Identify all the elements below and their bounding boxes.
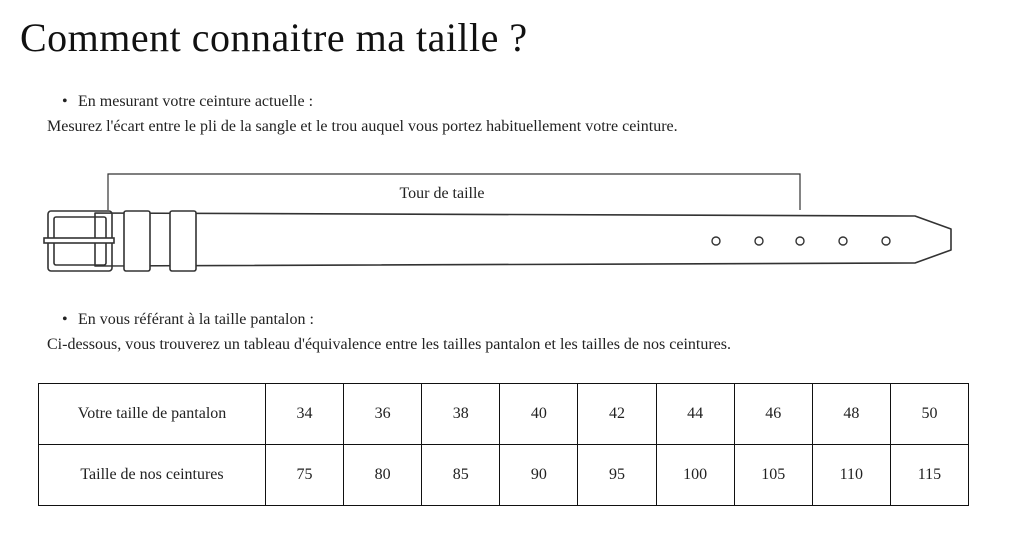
pants-size-instructions: Ci-dessous, vous trouverez un tableau d'équivalence entre les tailles pantalon et les tailles de nos ceintures. — [47, 336, 731, 353]
table-cell: 38 — [422, 384, 500, 445]
table-cell: 36 — [344, 384, 422, 445]
bullet-measure-belt: • En mesurant votre ceinture actuelle : — [62, 93, 313, 111]
belt-diagram — [0, 160, 1024, 280]
table-cell: 110 — [812, 445, 890, 506]
table-cell: 105 — [734, 445, 812, 506]
row-header-belt-size: Taille de nos ceintures — [39, 445, 266, 506]
belt-keeper-2 — [170, 211, 196, 271]
table-row-pants-size — [39, 384, 969, 445]
table-cell: 50 — [890, 384, 968, 445]
table-cell: 100 — [656, 445, 734, 506]
row-header-pants-size: Votre taille de pantalon — [39, 384, 266, 445]
measure-belt-instructions: Mesurez l'écart entre le pli de la sangle et le trou auquel vous portez habituellement votre ceinture. — [47, 118, 678, 135]
table-row-belt-size — [39, 445, 969, 506]
table-cell: 40 — [500, 384, 578, 445]
table-cell: 115 — [890, 445, 968, 506]
table-cell: 42 — [578, 384, 656, 445]
table-cell: 90 — [500, 445, 578, 506]
bullet-pants-size: • En vous référant à la taille pantalon : — [62, 311, 314, 329]
belt-illustration — [0, 160, 1024, 280]
table-cell: 80 — [344, 445, 422, 506]
table-cell: 48 — [812, 384, 890, 445]
belt-keeper-1 — [124, 211, 150, 271]
belt-strap — [95, 213, 951, 266]
page-title: Comment connaitre ma taille ? — [20, 15, 528, 60]
waist-measure-label: Tour de taille — [399, 185, 485, 202]
size-equivalence-table — [38, 383, 969, 506]
table-cell: 85 — [422, 445, 500, 506]
table-cell: 34 — [266, 384, 344, 445]
table-cell: 95 — [578, 445, 656, 506]
table-cell: 46 — [734, 384, 812, 445]
table-cell: 44 — [656, 384, 734, 445]
table-cell: 75 — [266, 445, 344, 506]
